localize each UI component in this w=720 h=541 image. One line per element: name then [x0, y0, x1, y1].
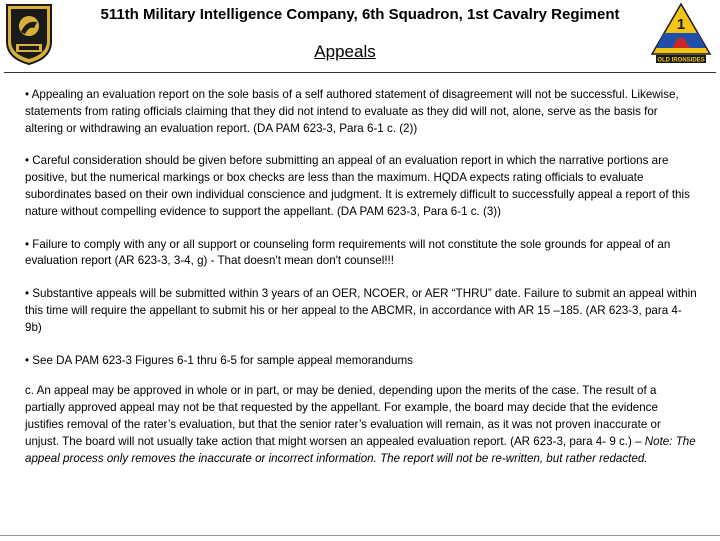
paragraph-appeal-note: Note: The appeal process only removes the inaccurate or incorrect information. The report will not be re-written, but rather redacted. — [25, 434, 696, 465]
paragraph-appeal-approval — [25, 383, 697, 467]
paragraph-self-authored-statement: • Appealing an evaluation report on the sole basis of a self authored statement of disagreement will not be successful. Likewise, statements from rating officials claiming that they did not intend to evaluate as they did will not, alone, serve as the basis for altering or withdrawing an evaluation report. (DA PAM 623-3, Para 6-1 c. (2)) — [25, 88, 679, 135]
paragraph-appeal-approval-text: c. An appeal may be approved in whole or in part, or may be denied, depending upon the merits of the case. The result of a partially approved appeal may not be that requested by the appellant. For example, the board may decide that the evidence justifies removal of the rater’s evaluation, but that the senior rater’s evaluation will remain, as it was not proven inaccurate or unjust. The board will not usually take action that might worsen an appealed evaluation report. (AR 623-3, para 4- 9 c.) – — [25, 384, 661, 448]
svg-text:1: 1 — [676, 16, 686, 33]
paragraph-substantive-appeals: • Substantive appeals will be submitted within 3 years of an OER, NCOER, or AER “THRU” date. Failure to submit an appeal within this time will require the appellant to submit his or her appeal to the ABCMR, in accordance with AR 15 –185. (AR 623-3, para 4- 9b) — [25, 287, 697, 334]
footer-divider — [0, 535, 720, 541]
page-title: 511th Military Intelligence Company, 6th Squadron, 1st Cavalry Regiment — [100, 6, 620, 23]
paragraph-sample-memorandums: • See DA PAM 623-3 Figures 6-1 thru 6-5 for sample appeal memorandums — [25, 353, 413, 367]
svg-text:OLD IRONSIDES: OLD IRONSIDES — [657, 57, 705, 64]
header-divider — [4, 72, 716, 73]
paragraph-counseling-requirements: • Failure to comply with any or all support or counseling form requirements will not constitute the sole grounds for appeal of an evaluation report (AR 623-3, 3-4, g) - That doesn't mean don't counsel!!! — [25, 237, 671, 268]
paragraph-careful-consideration: • Careful consideration should be given before submitting an appeal of an evaluation report in which the narrative portions are positive, but the numerical markings or box checks are less than the maximum. HQDA expects rating officials to evaluate subordinates based on their own individual conscience and judgment. It is extremely difficult to successfully appeal a report of this nature without compelling evidence to support the appellant. (DA PAM 623-3, Para 6-1 c. (3)) — [25, 154, 690, 218]
section-subtitle: Appeals — [314, 42, 376, 61]
document-body — [25, 87, 697, 483]
